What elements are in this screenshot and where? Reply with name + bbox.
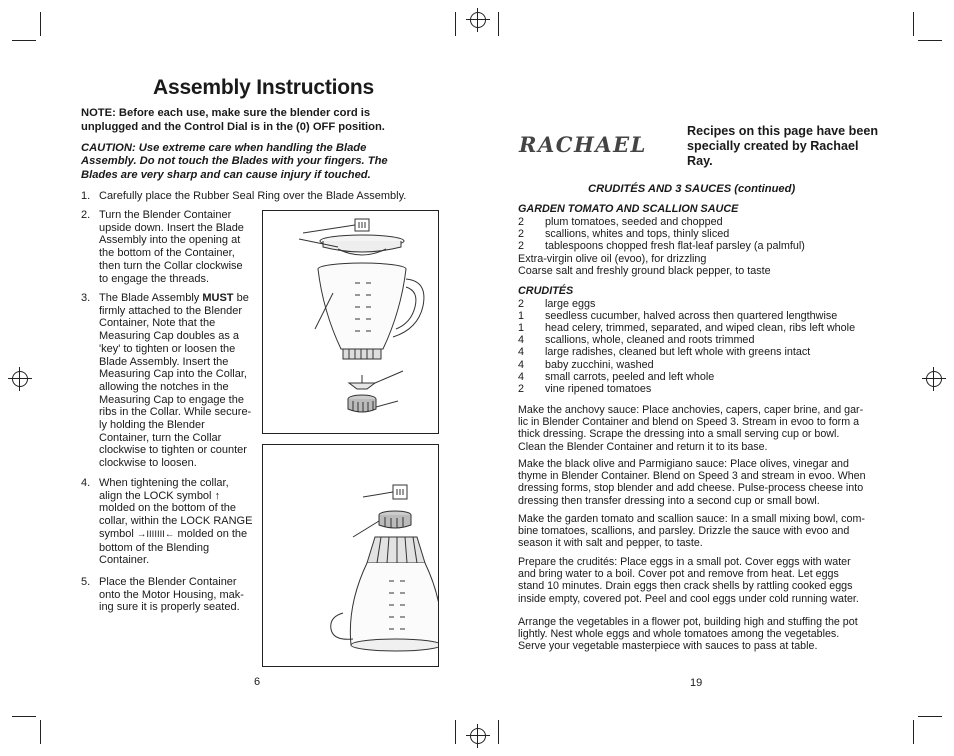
ingredient-row: 4 baby zucchini, washed (518, 359, 654, 371)
step-text: Turn the Blender Container upside down. Insert the Blade Assembly into the opening at the bottom of the Container, then turn the Collar clockwise to engage the threads. (99, 209, 244, 285)
figure-blade-assembly-exploded (262, 210, 439, 434)
page-title: Assembly Instructions (153, 76, 375, 99)
crop-mark (498, 12, 499, 36)
ingredient-row: 1 head celery, trimmed, separated, and wiped clean, ribs left whole (518, 322, 856, 334)
instruction-paragraph: Prepare the crudités: Place eggs in a small pot. Cover eggs with water and bring water to a boil. Cover pot and remove from heat. Let eggs stand 10 minutes. Drain eggs then crack shells by rattling cooked eggs inside empty, covered pot. Peel and cool eggs under cold running water. (518, 556, 859, 605)
crop-mark (40, 720, 41, 744)
registration-mark-icon (12, 371, 28, 387)
step-number: 2. (81, 209, 91, 221)
crop-mark (12, 40, 36, 41)
ingredient-row: 2 scallions, whites and tops, thinly sliced (518, 228, 730, 240)
ingredient-note: Coarse salt and freshly ground black pepper, to taste (518, 265, 771, 277)
step-text: Place the Blender Container onto the Motor Housing, mak- ing sure it is properly seated. (99, 576, 244, 614)
crop-mark (12, 716, 36, 717)
lock-range-symbol-icon: →IIIIIII← (136, 528, 175, 540)
ingredient-row: 2 plum tomatoes, seeded and chopped (518, 216, 723, 228)
step-1 (81, 190, 426, 203)
ingredient-row: 4 large radishes, cleaned but left whole with greens intact (518, 346, 811, 358)
instruction-paragraph: Arrange the vegetables in a flower pot, building high and stuffing the pot lightly. Nest whole eggs and whole tomatoes among the vegetables. Serve your vegetable masterpiece with sauces to pass at table. (518, 616, 858, 653)
recipe-title: CRUDITÉS AND 3 SAUCES (continued) (588, 183, 796, 195)
lock-symbol-icon: ↑ (214, 489, 221, 502)
step-4 (81, 477, 261, 569)
instruction-paragraph: Make the anchovy sauce: Place anchovies, capers, caper brine, and gar- lic in Blender Container and blend on Speed 3. Stream in evoo to form a thick dressing. Scrape the dressing into a small serving cup or bowl. Clean the Blender Container and return it to its base. (518, 404, 864, 453)
ingredient-row: 4 small carrots, peeled and left whole (518, 371, 715, 383)
crop-mark (918, 716, 942, 717)
ingredient-row: 2 vine ripened tomatoes (518, 383, 652, 395)
crop-mark (918, 40, 942, 41)
step-number: 3. (81, 292, 91, 304)
page-number-left: 6 (254, 676, 261, 688)
instruction-paragraph: Make the garden tomato and scallion sauce: In a small mixing bowl, com- bine tomatoes, scallions, and parsley. Drizzle the sauce with evoo and season it with salt and pepper, to taste. (518, 513, 865, 550)
sauce-heading: GARDEN TOMATO AND SCALLION SAUCE (518, 203, 739, 215)
rachael-ray-logo: RACHAEL (519, 132, 647, 157)
crop-mark (498, 720, 499, 744)
step-3 (81, 292, 261, 472)
figure-blender-upside-down (262, 444, 439, 667)
page-number-right: 19 (690, 677, 703, 689)
ingredient-row: 2 tablespoons chopped fresh flat-leaf parsley (a palmful) (518, 240, 805, 252)
crop-mark (455, 720, 456, 744)
crop-mark (40, 12, 41, 36)
ingredient-note: Extra-virgin olive oil (evoo), for drizzling (518, 253, 707, 265)
blender-inverted-illustration (263, 445, 438, 666)
registration-mark-icon (926, 371, 942, 387)
step-text: The Blade Assembly MUST be firmly attached to the Blender Container, Note that the Measuring Cap doubles as a 'key' to tighten or loosen the Blade Assembly. Insert the Measuring Cap into the Collar, allowing the notches in the Measuring Cap to engage the ribs in the Collar. While secure- ly holding the Blender Container, turn the Collar clockwise to tighten or counter clockwise to loosen. (99, 292, 252, 470)
crop-mark (913, 720, 914, 744)
instruction-paragraph: Make the black olive and Parmigiano sauce: Place olives, vinegar and thyme in Blender Container. Blend on Speed 3 and stream in evoo. When dressing forms, stop blender and add cheese. Pulse-process cheese into dressing then transfer dressing into a second cup or small bowl. (518, 458, 866, 507)
registration-mark-icon (470, 12, 486, 28)
ingredient-row: 1 seedless cucumber, halved across then quartered lengthwise (518, 310, 838, 322)
step-2 (81, 209, 261, 289)
step-5 (81, 576, 261, 616)
ingredient-row: 4 scallions, whole, cleaned and roots trimmed (518, 334, 755, 346)
crop-mark (913, 12, 914, 36)
step-text: Carefully place the Rubber Seal Ring over the Blade Assembly. (99, 190, 407, 202)
note-text: NOTE: Before each use, make sure the blender cord is unplugged and the Control Dial is in the (0) OFF position. (81, 107, 385, 133)
step-number: 5. (81, 576, 91, 588)
blender-exploded-illustration (263, 211, 438, 433)
crudites-heading: CRUDITÉS (518, 285, 574, 297)
step-number: 1. (81, 190, 91, 202)
step-number: 4. (81, 477, 91, 489)
ingredient-row: 2 large eggs (518, 298, 596, 310)
caution-text: CAUTION: Use extreme care when handling the Blade Assembly. Do not touch the Blades with your fingers. The Blades are very sharp and can cause injury if touched. (81, 142, 388, 181)
recipes-note: Recipes on this page have been specially created by Rachael Ray. (687, 124, 879, 168)
step-text: When tightening the collar, align the LOCK symbol ↑ molded on the bottom of the collar, within the LOCK RANGE symbol →IIIIIII← molded on the bottom of the Blending Container. (99, 477, 253, 567)
registration-mark-icon (470, 728, 486, 744)
crop-mark (455, 12, 456, 36)
